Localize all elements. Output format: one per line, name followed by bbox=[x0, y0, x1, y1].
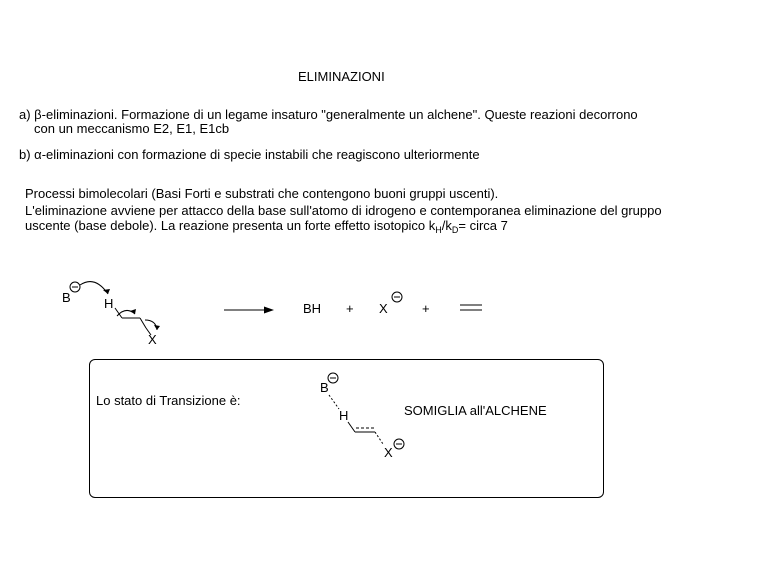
subscript-h: H bbox=[435, 225, 442, 235]
paragraph-line3-text: uscente (base debole). La reazione presenta un forte effetto isotopico k bbox=[25, 218, 436, 233]
base-label: B bbox=[62, 290, 71, 305]
item-a-prefix: a) bbox=[19, 107, 35, 122]
resembles-alkene-note: SOMIGLIA all'ALCHENE bbox=[404, 403, 547, 418]
plus-sign-2: + bbox=[422, 301, 430, 316]
item-b-text: -eliminazioni con formazione di specie instabili che reagiscono ulteriormente bbox=[41, 147, 480, 162]
reaction-arrow-icon bbox=[224, 307, 274, 314]
product-x-label: X bbox=[379, 301, 388, 316]
transition-state-label: Lo stato di Transizione è: bbox=[96, 393, 241, 408]
beta-symbol: β bbox=[34, 107, 42, 122]
ts-leaving-group-label: X bbox=[384, 445, 393, 460]
transition-state-box bbox=[89, 359, 604, 498]
ts-hydrogen-label: H bbox=[339, 408, 349, 423]
ts-base-label: B bbox=[320, 380, 329, 395]
slash-k: /k bbox=[441, 218, 452, 233]
curved-arrow-leaving-icon bbox=[145, 320, 160, 330]
product-x-charge-icon bbox=[392, 292, 402, 302]
page-title: ELIMINAZIONI bbox=[298, 69, 385, 84]
item-a-line2: con un meccanismo E2, E1, E1cb bbox=[34, 121, 230, 136]
alpha-symbol: α bbox=[34, 147, 42, 162]
paragraph-line2: L'eliminazione avviene per attacco della base sull'atomo di idrogeno e contemporanea eliminazione del gruppo bbox=[25, 203, 662, 218]
base-charge-icon bbox=[70, 282, 80, 292]
item-b-prefix: b) bbox=[19, 147, 35, 162]
alkene-double-bond-icon bbox=[460, 305, 482, 310]
paragraph-line1: Processi bimolecolari (Basi Forti e substrati che contengono buoni gruppi uscenti). bbox=[25, 186, 499, 201]
plus-sign-1: + bbox=[346, 301, 354, 316]
subscript-d: D bbox=[451, 225, 459, 235]
product-bh-label: BH bbox=[303, 301, 322, 316]
item-a-text: -eliminazioni. Formazione di un legame insaturo "generalmente un alchene". Queste reazioni decorrono bbox=[41, 107, 638, 122]
paragraph-line3-end: = circa 7 bbox=[458, 218, 508, 233]
hydrogen-label: H bbox=[104, 296, 114, 311]
leaving-group-label: X bbox=[148, 332, 157, 347]
curved-arrow-base-icon bbox=[80, 282, 110, 294]
